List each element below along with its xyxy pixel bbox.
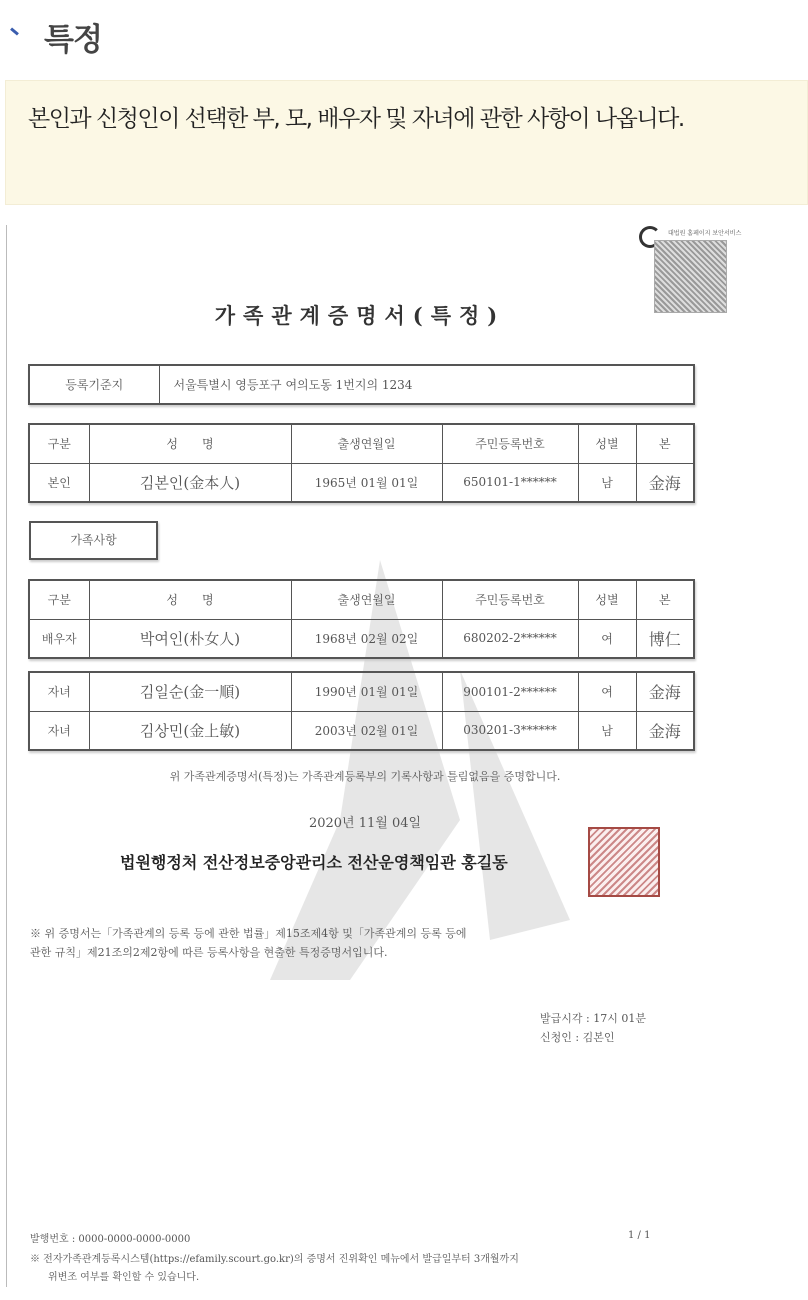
cell-origin: 金海 xyxy=(636,672,694,711)
table-row xyxy=(29,711,694,750)
law-note: ※ 위 증명서는「가족관계의 등록 등에 관한 법률」제15조제4항 및「가족관계의 등록 등에 xyxy=(30,927,467,940)
col-header: 성별 xyxy=(578,580,636,619)
col-header: 성 명 xyxy=(89,424,291,463)
cell-name: 김상민(金上敏) xyxy=(89,711,291,750)
cell-name: 박여인(朴女人) xyxy=(89,619,291,658)
cell-birth: 2003년 02월 01일 xyxy=(291,711,442,750)
cell-origin: 金海 xyxy=(636,711,694,750)
cell-rrn: 030201-3****** xyxy=(442,711,578,750)
col-header: 주민등록번호 xyxy=(442,580,578,619)
cell-birth: 1965년 01월 01일 xyxy=(291,463,442,502)
cell-sex: 남 xyxy=(578,463,636,502)
notice-text: 본인과 신청인이 선택한 부, 모, 배우자 및 자녀에 관한 사항이 나옵니다. xyxy=(28,106,684,132)
table-header-row xyxy=(29,580,694,619)
cell-type: 본인 xyxy=(29,463,89,502)
page-number: 1 / 1 xyxy=(628,1230,651,1241)
cell-type: 자녀 xyxy=(29,711,89,750)
cell-rrn: 650101-1****** xyxy=(442,463,578,502)
family-section-label: 가족사항 xyxy=(29,521,158,560)
document-edge xyxy=(6,225,7,1287)
section-heading: 특정 xyxy=(44,22,102,58)
cell-sex: 남 xyxy=(578,711,636,750)
col-header: 본 xyxy=(636,424,694,463)
cell-sex: 여 xyxy=(578,619,636,658)
cell-name: 김일순(金一順) xyxy=(89,672,291,711)
issue-time: 발급시각 : 17시 01분 xyxy=(540,1012,646,1025)
certification-statement: 위 가족관계증명서(특정)는 가족관계등록부의 기록사항과 틀림없음을 증명합니다. xyxy=(169,770,561,783)
cell-origin: 博仁 xyxy=(636,619,694,658)
col-header: 성 명 xyxy=(89,580,291,619)
footer-note: 위변조 여부를 확인할 수 있습니다. xyxy=(48,1272,200,1283)
qr-label: 대법원 홈페이지 보안서비스 xyxy=(668,230,742,237)
official-seal xyxy=(588,827,660,897)
col-header: 출생연월일 xyxy=(291,580,442,619)
cell-birth: 1990년 01월 01일 xyxy=(291,672,442,711)
table-row xyxy=(29,619,694,658)
col-header: 구분 xyxy=(29,580,89,619)
registry-label: 등록기준지 xyxy=(29,365,159,404)
notice-box xyxy=(5,80,808,205)
table-header-row xyxy=(29,424,694,463)
heading-marker-icon xyxy=(10,27,19,35)
spouse-table xyxy=(28,579,695,659)
applicant: 신청인 : 김본인 xyxy=(540,1031,615,1044)
col-header: 본 xyxy=(636,580,694,619)
table-row xyxy=(29,463,694,502)
signer: 법원행정처 전산정보중앙관리소 전산운영책임관 홍길동 xyxy=(120,853,508,872)
cell-sex: 여 xyxy=(578,672,636,711)
law-note: 관한 규칙」제21조의2제2항에 따른 등록사항을 현출한 특정증명서입니다. xyxy=(30,946,388,959)
children-table xyxy=(28,671,695,751)
cell-type: 자녀 xyxy=(29,672,89,711)
footer-note: ※ 전자가족관계등록시스템(https://efamily.scourt.go.kr)의 증명서 진위확인 메뉴에서 발급일부터 3개월까지 xyxy=(30,1254,519,1265)
cell-type: 배우자 xyxy=(29,619,89,658)
self-table xyxy=(28,423,695,503)
registry-table xyxy=(28,364,695,405)
cell-rrn: 900101-2****** xyxy=(442,672,578,711)
col-header: 출생연월일 xyxy=(291,424,442,463)
col-header: 성별 xyxy=(578,424,636,463)
cell-origin: 金海 xyxy=(636,463,694,502)
issue-date: 2020년 11월 04일 xyxy=(308,816,422,831)
registry-value: 서울특별시 영등포구 여의도동 1번지의 1234 xyxy=(159,365,694,404)
cell-birth: 1968년 02월 02일 xyxy=(291,619,442,658)
table-row xyxy=(29,672,694,711)
document-title: 가족관계증명서(특정) xyxy=(214,303,506,328)
col-header: 구분 xyxy=(29,424,89,463)
issue-number: 발행번호 : 0000-0000-0000-0000 xyxy=(30,1234,191,1245)
cell-name: 김본인(金本人) xyxy=(89,463,291,502)
col-header: 주민등록번호 xyxy=(442,424,578,463)
cell-rrn: 680202-2****** xyxy=(442,619,578,658)
